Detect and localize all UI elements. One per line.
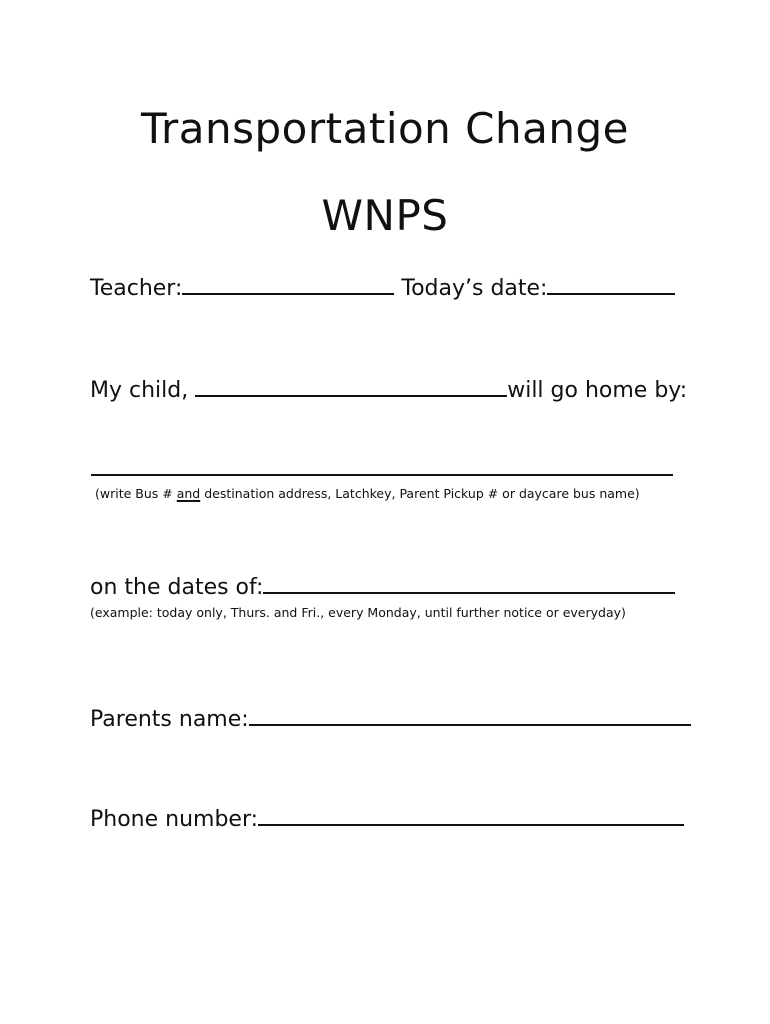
form-title: Transportation Change xyxy=(141,104,629,153)
parents-name-label: Parents name: xyxy=(90,707,249,732)
transport-instructions xyxy=(95,488,640,501)
instructions-suffix: destination address, Latchkey, Parent Pickup # or daycare bus name) xyxy=(204,486,640,501)
dates-blank[interactable] xyxy=(263,572,675,594)
instructions-prefix: (write Bus # xyxy=(95,486,173,501)
child-name-blank[interactable] xyxy=(195,375,507,397)
phone-number-blank[interactable] xyxy=(258,804,684,826)
instructions-emphasis: and xyxy=(176,486,201,501)
transport-method-blank[interactable] xyxy=(91,474,673,476)
teacher-blank[interactable] xyxy=(182,273,394,295)
dates-example: (example: today only, Thurs. and Fri., every Monday, until further notice or everyday) xyxy=(90,605,626,620)
teacher-date-row xyxy=(90,273,675,300)
todays-date-blank[interactable] xyxy=(547,273,675,295)
phone-number-label: Phone number: xyxy=(90,807,259,832)
dates-row xyxy=(90,572,675,599)
parents-name-blank[interactable] xyxy=(249,704,691,726)
todays-date-label: Today’s date: xyxy=(401,276,548,301)
school-name: WNPS xyxy=(321,191,449,240)
phone-row xyxy=(90,804,684,831)
teacher-label: Teacher: xyxy=(90,276,183,301)
parents-row xyxy=(90,704,691,731)
child-label: My child, xyxy=(90,378,189,403)
go-home-label: will go home by: xyxy=(507,378,688,403)
dates-label: on the dates of: xyxy=(90,575,264,600)
child-row xyxy=(90,375,687,402)
